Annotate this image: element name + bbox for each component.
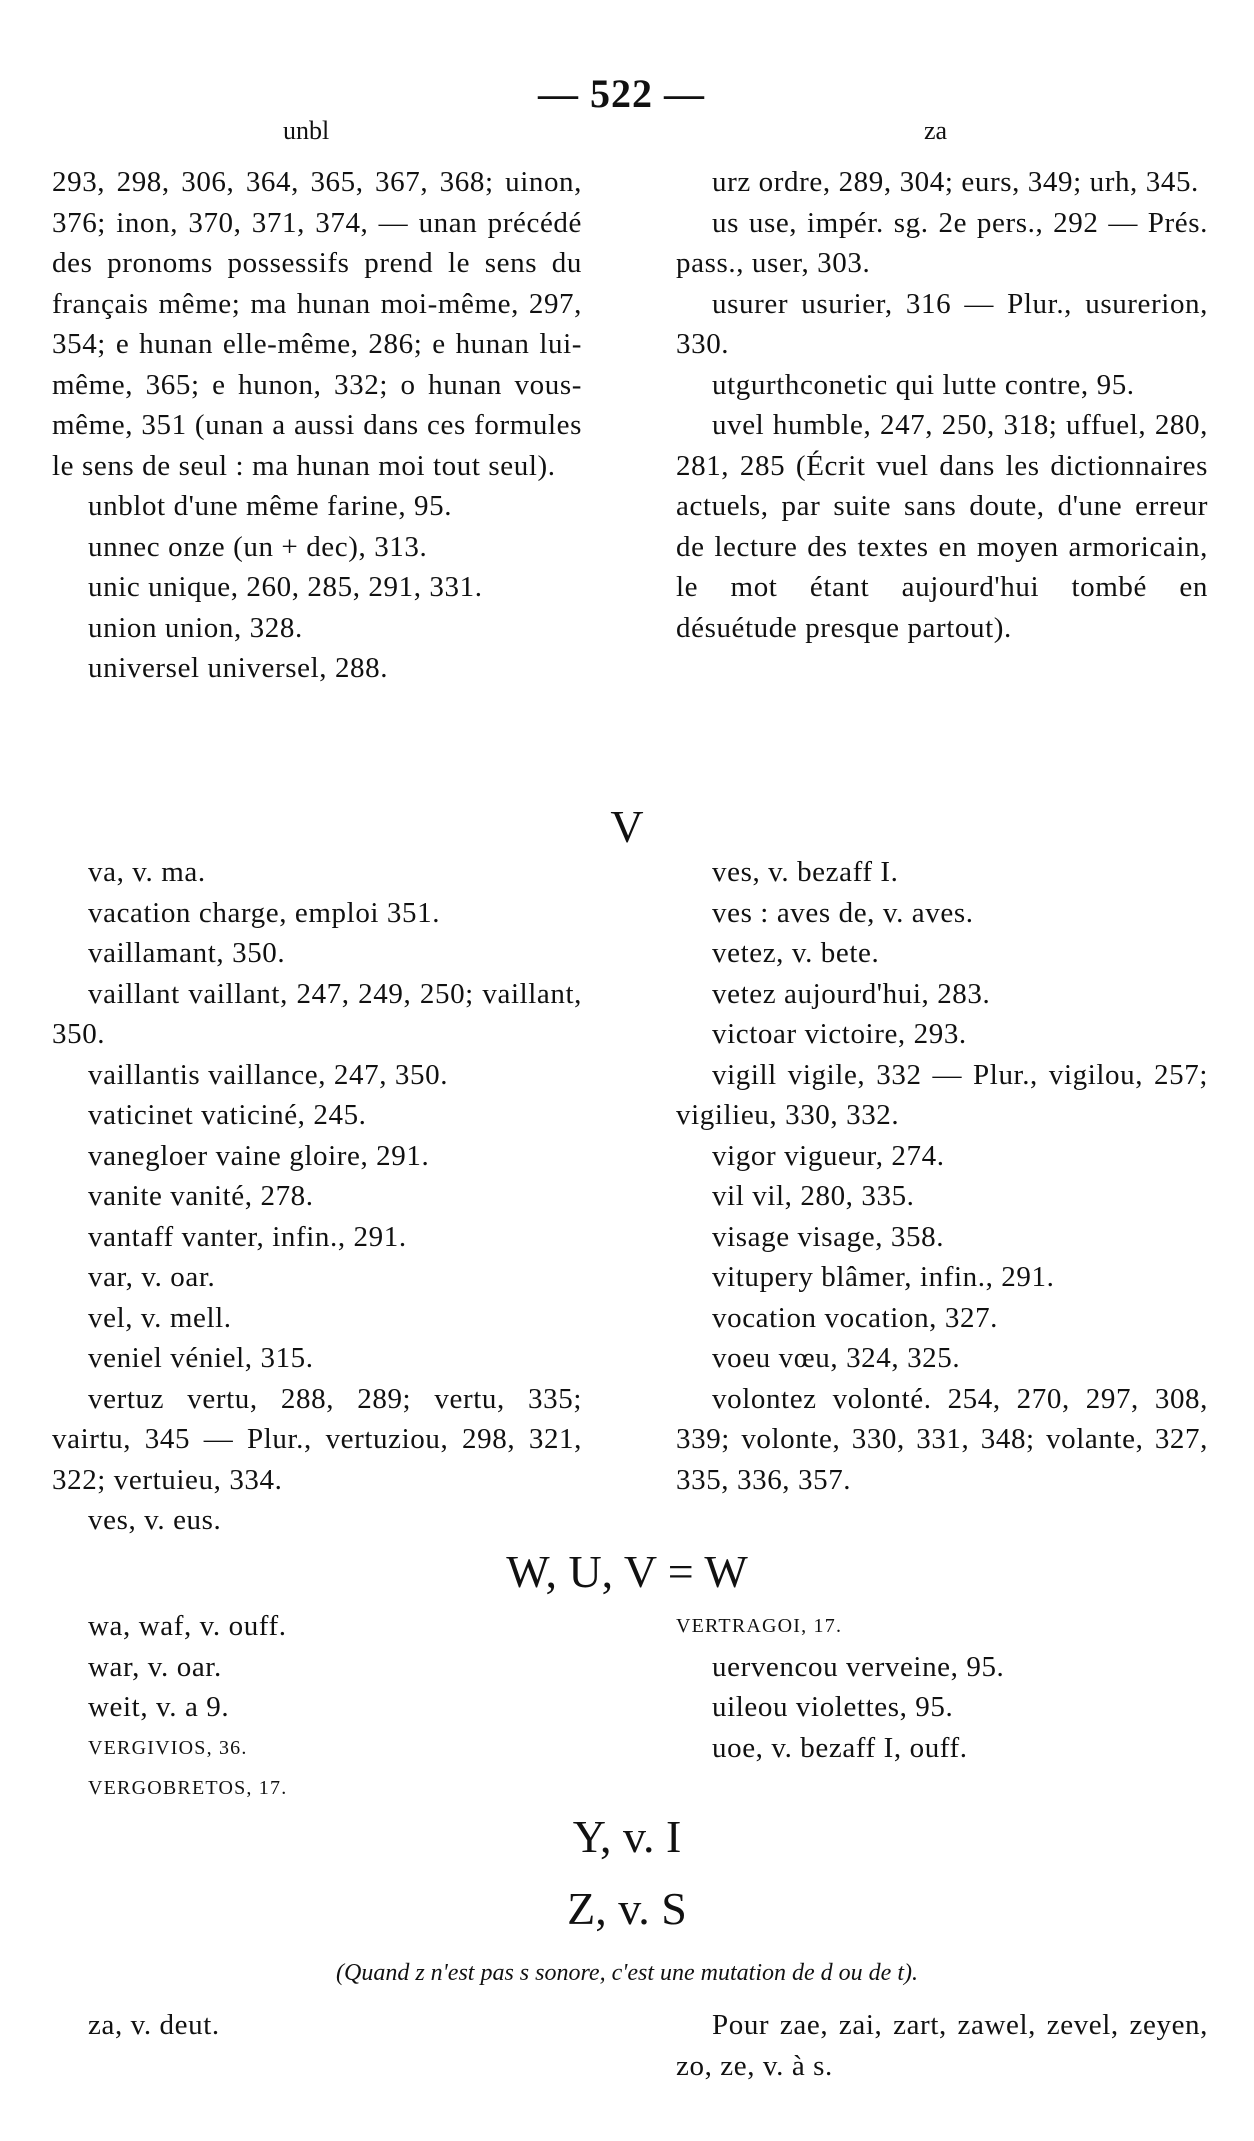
entry-us: us use, impér. sg. 2e pers., 292 — Prés. pass., user, 303. bbox=[676, 206, 1208, 279]
entry-uvel: uvel humble, 247, 250, 318; uffuel, 280, 281, 285 (Écrit vuel dans les dictionnaires actuels, par suite sans doute, d'une erreur de lecture des textes en moyen armoricain, le mot étant aujourd'hui tombé en désuétude presque partout). bbox=[676, 409, 1208, 644]
entry-vanegloer: vanegloer vaine gloire, 291. bbox=[88, 1139, 430, 1172]
entry-vergobretos: VERGOBRETOS, 17. bbox=[88, 1777, 288, 1799]
entry-vetez: vetez aujourd'hui, 283. bbox=[712, 977, 991, 1010]
entry-vertuz: vertuz vertu, 288, 289; vertu, 335; vairtu, 345 — Plur., vertuziou, 298, 321, 322; vertuieu, 334. bbox=[52, 1382, 582, 1496]
entry-pour-z: Pour zae, zai, zart, zawel, zevel, zeyen, zo, ze, v. à s. bbox=[676, 2009, 1208, 2082]
entry-va: va, v. ma. bbox=[88, 856, 206, 888]
entry-wa: wa, waf, v. ouff. bbox=[88, 1610, 287, 1642]
entry-vil: vil vil, 280, 335. bbox=[712, 1180, 915, 1212]
entry-vaillantis: vaillantis vaillance, 247, 350. bbox=[88, 1058, 449, 1091]
u-section-left-column bbox=[52, 162, 582, 689]
section-heading-v: V bbox=[610, 801, 644, 852]
entry-urz: urz ordre, 289, 304; eurs, 349; urh, 345. bbox=[712, 166, 1199, 198]
z-section-right-column bbox=[676, 2005, 1208, 2086]
v-section-left-column bbox=[52, 852, 582, 1541]
right-running-head: za bbox=[924, 116, 948, 145]
u-section-right-column bbox=[676, 162, 1208, 648]
entry-vocation: vocation vocation, 327. bbox=[712, 1301, 999, 1334]
z-section-note: (Quand z n'est pas s sonore, c'est une mutation de d ou de t). bbox=[336, 1960, 918, 1986]
entry-war: war, v. oar. bbox=[88, 1650, 222, 1683]
entry-usurer: usurer usurier, 316 — Plur., usurerion, 330. bbox=[676, 287, 1208, 360]
entry-victoar: victoar victoire, 293. bbox=[712, 1018, 967, 1050]
entry-vaticinet: vaticinet vaticiné, 245. bbox=[88, 1099, 367, 1131]
entry-veniel: veniel véniel, 315. bbox=[88, 1342, 314, 1374]
entry-uervencou: uervencou verveine, 95. bbox=[712, 1650, 1005, 1683]
entry-ves-eus: ves, v. eus. bbox=[88, 1504, 222, 1536]
entry-var: var, v. oar. bbox=[88, 1261, 216, 1293]
entry-vigor: vigor vigueur, 274. bbox=[712, 1139, 945, 1172]
entry-voeu: voeu vœu, 324, 325. bbox=[712, 1342, 961, 1374]
entry-ves-aves: ves : aves de, v. aves. bbox=[712, 896, 974, 929]
entry-utgurthconetic: utgurthconetic qui lutte contre, 95. bbox=[712, 368, 1135, 401]
entry-unblot: unblot d'une même farine, 95. bbox=[88, 490, 453, 522]
page-number: — 522 — bbox=[538, 71, 705, 116]
entry-unnec: unnec onze (un + dec), 313. bbox=[88, 530, 428, 563]
left-running-head: unbl bbox=[283, 116, 330, 145]
z-section-left-column bbox=[52, 2005, 582, 2046]
entry-unic: unic unique, 260, 285, 291, 331. bbox=[88, 571, 483, 603]
v-section-right-column bbox=[676, 852, 1208, 1500]
entry-universel: universel universel, 288. bbox=[88, 652, 389, 684]
w-section-left-column bbox=[52, 1606, 582, 1809]
entry-vacation: vacation charge, emploi 351. bbox=[88, 896, 441, 929]
entry-vaillant: vaillant vaillant, 247, 249, 250; vaillant, 350. bbox=[52, 977, 582, 1050]
entry-vanite: vanite vanité, 278. bbox=[88, 1180, 314, 1212]
section-heading-w: W, U, V = W bbox=[506, 1546, 748, 1597]
entry-vaillamant: vaillamant, 350. bbox=[88, 937, 286, 969]
section-heading-y: Y, v. I bbox=[572, 1811, 682, 1862]
entry-unan-continuation: 293, 298, 306, 364, 365, 367, 368; uinon, 376; inon, 370, 371, 374, — unan précédé des pronoms possessifs prend le sens du français même; ma hunan moi-même, 297, 354; e hunan elle-même, 286; e hunan lui-même, 365; e hunon, 332; o hunan vous-même, 351 (unan a aussi dans ces formules le sens de seul : ma hunan moi tout seul). bbox=[52, 166, 582, 482]
entry-vergivios: VERGIVIOS, 36. bbox=[88, 1736, 248, 1759]
entry-vetez-bete: vetez, v. bete. bbox=[712, 937, 880, 969]
entry-vantaff: vantaff vanter, infin., 291. bbox=[88, 1220, 407, 1253]
entry-ves-bezaff: ves, v. bezaff I. bbox=[712, 856, 899, 888]
entry-vitupery: vitupery blâmer, infin., 291. bbox=[712, 1261, 1055, 1293]
entry-vigill: vigill vigile, 332 — Plur., vigilou, 257; vigilieu, 330, 332. bbox=[676, 1058, 1208, 1131]
entry-vertragoi: VERTRAGOI, 17. bbox=[676, 1615, 843, 1637]
entry-volontez: volontez volonté. 254, 270, 297, 308, 339; volonte, 330, 331, 348; volante, 327, 335, 336, 357. bbox=[676, 1382, 1208, 1496]
entry-vel: vel, v. mell. bbox=[88, 1301, 232, 1334]
entry-union: union union, 328. bbox=[88, 611, 303, 644]
w-section-right-column bbox=[676, 1606, 1208, 1768]
entry-weit: weit, v. a 9. bbox=[88, 1691, 230, 1723]
entry-uoe: uoe, v. bezaff I, ouff. bbox=[712, 1731, 968, 1764]
entry-za: za, v. deut. bbox=[88, 2009, 220, 2041]
entry-uileou: uileou violettes, 95. bbox=[712, 1691, 954, 1723]
entry-visage: visage visage, 358. bbox=[712, 1220, 945, 1253]
section-heading-z: Z, v. S bbox=[567, 1883, 687, 1934]
